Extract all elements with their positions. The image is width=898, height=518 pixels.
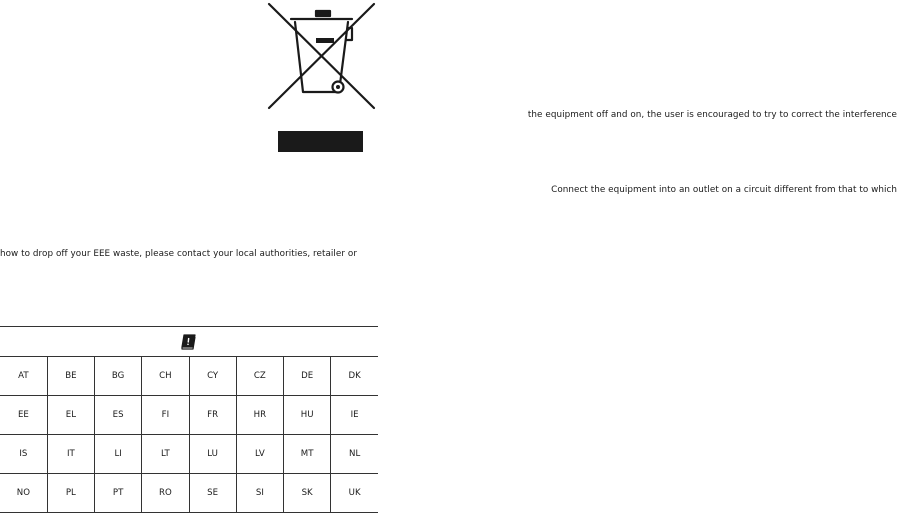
country-cell: LU xyxy=(189,435,236,474)
outlet-text: Connect the equipment into an outlet on a circuit different from that to which xyxy=(551,185,897,195)
country-cell: PT xyxy=(95,474,142,513)
country-cell: BG xyxy=(95,357,142,396)
country-cell: MT xyxy=(284,435,331,474)
country-cell: SI xyxy=(236,474,283,513)
table-row xyxy=(0,474,378,513)
table-header-row xyxy=(0,327,378,357)
country-cell: HU xyxy=(284,396,331,435)
table-row xyxy=(0,396,378,435)
country-cell: NL xyxy=(331,435,378,474)
country-cell: IT xyxy=(47,435,94,474)
country-cell: LT xyxy=(142,435,189,474)
country-cell: NO xyxy=(0,474,47,513)
country-cell: RO xyxy=(142,474,189,513)
country-cell: PL xyxy=(47,474,94,513)
country-cell: LV xyxy=(236,435,283,474)
solid-bar xyxy=(278,131,363,152)
country-cell: CH xyxy=(142,357,189,396)
country-cell: CY xyxy=(189,357,236,396)
crossed-out-wheelie-bin-icon xyxy=(266,0,378,112)
table-row xyxy=(0,357,378,396)
country-cell: SE xyxy=(189,474,236,513)
eee-waste-text: how to drop off your EEE waste, please contact your local authorities, retailer or xyxy=(0,249,357,259)
country-cell: ES xyxy=(95,396,142,435)
country-cell: IS xyxy=(0,435,47,474)
country-cell: UK xyxy=(331,474,378,513)
country-cell: CZ xyxy=(236,357,283,396)
country-cell: FI xyxy=(142,396,189,435)
country-cell: DE xyxy=(284,357,331,396)
manual-book-icon xyxy=(180,333,198,351)
country-cell: LI xyxy=(95,435,142,474)
country-cell: DK xyxy=(331,357,378,396)
table-row xyxy=(0,435,378,474)
country-cell: BE xyxy=(47,357,94,396)
country-cell: SK xyxy=(284,474,331,513)
country-cell: FR xyxy=(189,396,236,435)
country-cell: AT xyxy=(0,357,47,396)
country-cell: IE xyxy=(331,396,378,435)
country-cell: HR xyxy=(236,396,283,435)
interference-text: the equipment off and on, the user is encouraged to try to correct the interference xyxy=(527,110,897,120)
country-table xyxy=(0,326,378,513)
country-cell: EL xyxy=(47,396,94,435)
country-cell: EE xyxy=(0,396,47,435)
table-header-cell xyxy=(0,327,378,357)
